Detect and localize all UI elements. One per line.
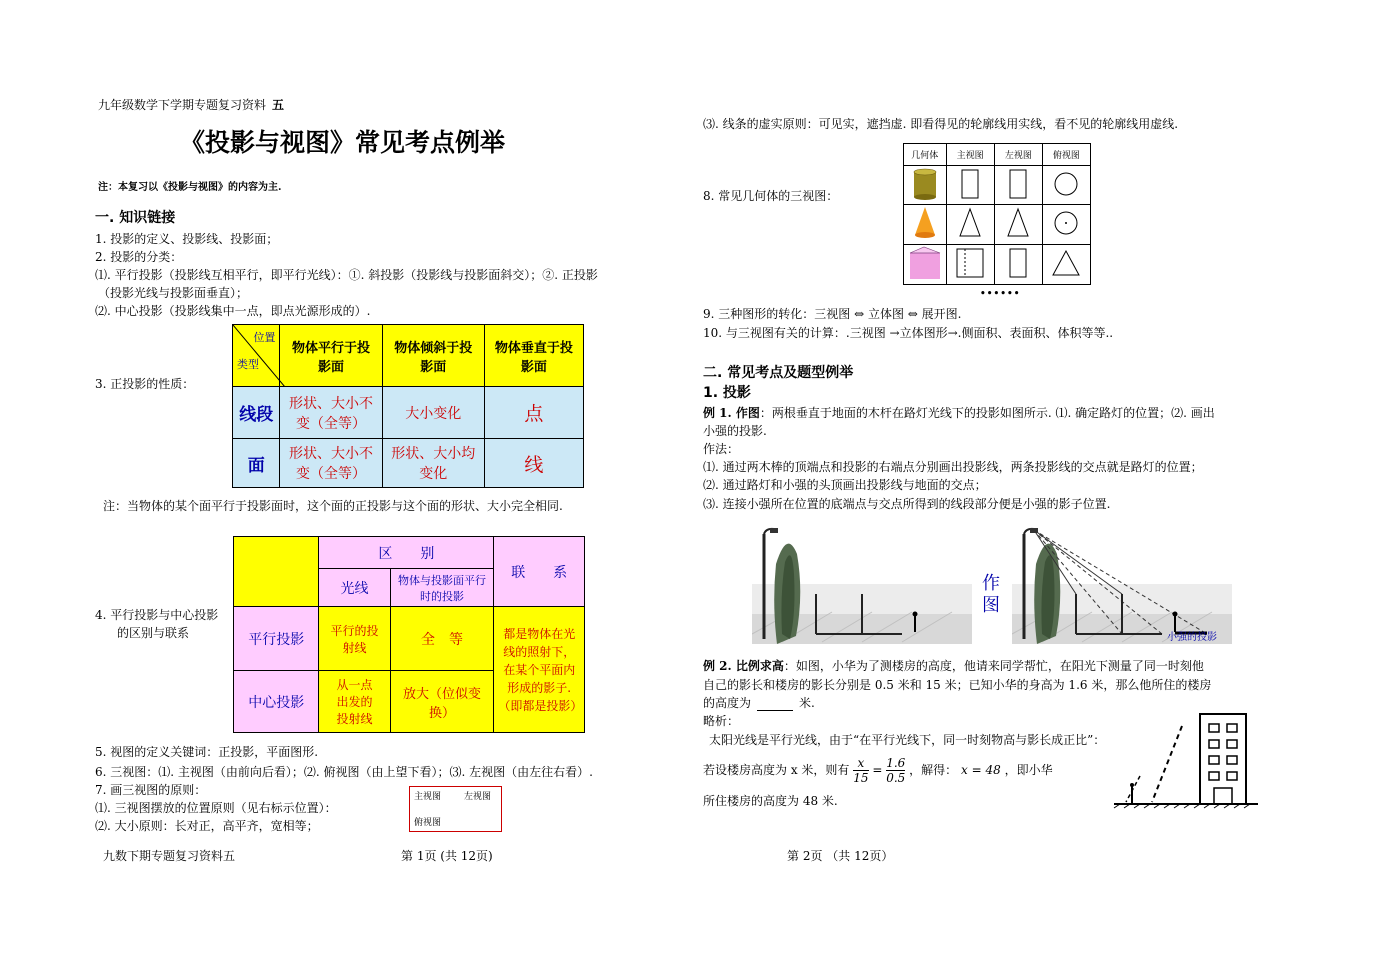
footer-left: 九数下期专题复习资料五 bbox=[103, 849, 236, 863]
table-cell: 形状、大小均变化 bbox=[382, 439, 484, 488]
note-2: 注：当物体的某个面平行于投影面时，这个面的正投影与这个面的形状、大小完全相同. bbox=[103, 499, 563, 513]
top-view-label: 俯视图 bbox=[414, 818, 442, 828]
text-line: 2. 投影的分类： bbox=[95, 250, 183, 264]
zuotu-label: 作图 bbox=[982, 573, 1000, 616]
section-heading-2: 二. 常见考点及题型例举 bbox=[703, 365, 854, 381]
cone-cell bbox=[904, 205, 947, 245]
triangle-icon bbox=[1003, 206, 1033, 240]
dashed-rectangle-icon bbox=[953, 246, 987, 280]
table-cell: 大小变化 bbox=[382, 387, 484, 439]
table-header: 主视图 bbox=[946, 144, 994, 166]
text-line: 10. 与三视图有关的计算：.三视图 →立体图形→.侧面积、表面积、体积等等.. bbox=[703, 326, 1114, 340]
corner-top-label: 位置 bbox=[253, 331, 276, 344]
prism-cell bbox=[904, 245, 947, 285]
cylinder-cell bbox=[904, 166, 947, 205]
answer-blank bbox=[757, 698, 793, 711]
ellipsis: •••••• bbox=[980, 289, 1021, 299]
proportion-equation: 若设楼房高度为 x 米，则有 $\frac{x}{15}$ = $\frac{1.6}{0.5}$ ，解得： x = 48 ，即小华 bbox=[703, 756, 1053, 785]
text-line: 作法： bbox=[703, 442, 740, 456]
text-line: ⑵. 中心投影（投影线集中一点，即点光源形成的）. bbox=[95, 304, 371, 318]
example-2: 例 2. 比例求高：如图，小华为了测楼房的高度，他请来同学帮忙，在阳光下测量了同一时刻他 bbox=[703, 659, 1204, 673]
text-line: 略析： bbox=[703, 714, 740, 728]
table-cell: 从一点出发的投射线 bbox=[319, 671, 390, 733]
projection-compare-table bbox=[233, 536, 585, 733]
fraction: $\frac{x}{15}$ bbox=[853, 756, 869, 785]
solids-views-table bbox=[903, 143, 1091, 285]
page-header: 九年级数学下学期专题复习资料 五 bbox=[98, 98, 285, 112]
streetlamp-figure bbox=[752, 524, 972, 644]
streetlamp-solution-figure bbox=[1012, 524, 1232, 644]
text-line: 8. 常见几何体的三视图： bbox=[703, 189, 839, 203]
circle-dot-icon bbox=[1051, 206, 1081, 240]
table-header: 联 系 bbox=[494, 537, 585, 607]
table-header: 几何体 bbox=[904, 144, 947, 166]
text-line: 7. 画三视图的原则： bbox=[95, 783, 207, 797]
subsection-heading: 1. 投影 bbox=[703, 385, 751, 401]
triangle-icon bbox=[1050, 246, 1082, 280]
table-cell: 线 bbox=[484, 439, 583, 488]
table-header: 物体与投影面平行时的投影 bbox=[390, 569, 494, 607]
table-cell: 全 等 bbox=[390, 607, 494, 671]
text-line: ⑶. 连接小强所在位置的底端点与交点所得到的线段部分便是小强的影子位置. bbox=[703, 497, 1111, 511]
projection-property-table bbox=[232, 324, 584, 488]
fraction: $\frac{1.6}{0.5}$ bbox=[886, 756, 906, 785]
table-header: 光线 bbox=[319, 569, 390, 607]
rectangle-icon bbox=[1006, 168, 1030, 200]
table-cell: 形状、大小不变（全等） bbox=[280, 439, 382, 488]
table-corner-cell bbox=[233, 325, 280, 387]
table-corner-cell bbox=[234, 537, 319, 607]
text-line: 1. 投影的定义、投影线、投影面； bbox=[95, 232, 279, 246]
text-line: ⑴. 通过两木棒的顶端点和投影的右端点分别画出投影线，两条投影线的交点就是路灯的位置； bbox=[703, 460, 1203, 474]
text-line: 9. 三种图形的转化：三视图 ⇔ 立体图 ⇔ 展开图. bbox=[703, 307, 962, 321]
table-row-label: 中心投影 bbox=[234, 671, 319, 733]
table-header: 区 别 bbox=[319, 537, 494, 569]
text-line: 6. 三视图：⑴. 主视图（由前向后看）；⑵. 俯视图（由上望下看）；⑶. 左视图（由左往右看）. bbox=[95, 765, 593, 779]
main-view-label: 主视图 bbox=[414, 792, 442, 802]
text-line: 的区别与联系 bbox=[117, 626, 190, 640]
table-cell: 平行的投射线 bbox=[319, 607, 390, 671]
text-line: ⑵. 大小原则：长对正，高平齐，宽相等； bbox=[95, 819, 319, 833]
triangle-icon bbox=[955, 206, 985, 240]
text-line: 5. 视图的定义关键词：正投影，平面图形. bbox=[95, 745, 319, 759]
section-heading-1: 一. 知识链接 bbox=[95, 210, 176, 226]
text-line: 自己的影长和楼房的影长分别是 0.5 米和 15 米；已知小华的身高为 1.6 米，那么他所住的楼房 bbox=[703, 678, 1212, 692]
building-figure bbox=[1112, 708, 1260, 812]
shadow-label: 小强的投影 bbox=[1167, 632, 1217, 643]
table-row-label: 面 bbox=[233, 439, 280, 488]
table-cell: 放大（位似变换） bbox=[390, 671, 494, 733]
table-cell: 都是物体在光线的照射下，在某个平面内形成的影子.（即都是投影） bbox=[494, 607, 585, 733]
text-line: 的高度为 米. bbox=[703, 696, 815, 710]
cylinder-icon bbox=[912, 167, 938, 201]
circle-icon bbox=[1051, 168, 1081, 200]
text-line: ⑵. 通过路灯和小强的头顶画出投影线与地面的交点； bbox=[703, 478, 987, 492]
text-line: 3. 正投影的性质： bbox=[95, 377, 195, 391]
view-layout-box bbox=[409, 786, 502, 832]
note: 注：本复习以《投影与视图》的内容为主. bbox=[98, 182, 282, 193]
footer-page-2: 第 2页 （共 12页） bbox=[787, 849, 894, 863]
left-view-label: 左视图 bbox=[464, 792, 492, 802]
text-line: ⑶. 线条的虚实原则：可见实，遮挡虚. 即看得见的轮廓线用实线，看不见的轮廓线用虚线. bbox=[703, 117, 1179, 131]
text-line: （投影光线与投影面垂直）； bbox=[98, 286, 249, 300]
footer-page-1: 第 1页 (共 12页) bbox=[401, 849, 493, 863]
table-cell: 点 bbox=[484, 387, 583, 439]
table-cell: 形状、大小不变（全等） bbox=[280, 387, 382, 439]
text-line: 小强的投影. bbox=[703, 424, 767, 438]
corner-bottom-label: 类型 bbox=[237, 358, 259, 371]
prism-icon bbox=[908, 245, 942, 281]
text-line: ⑴. 三视图摆放的位置原则（见右标示位置）： bbox=[95, 801, 337, 815]
rectangle-icon bbox=[1003, 246, 1033, 280]
rectangle-icon bbox=[958, 168, 982, 200]
table-header: 左视图 bbox=[994, 144, 1042, 166]
table-header: 俯视图 bbox=[1042, 144, 1090, 166]
cone-icon bbox=[912, 205, 938, 241]
text-line: ⑴. 平行投影（投影线互相平行，即平行光线）：①. 斜投影（投影线与投影面斜交）；②. 正投影 bbox=[95, 268, 598, 282]
text-line: 所住楼房的高度为 48 米. bbox=[703, 794, 838, 808]
table-header: 物体垂直于投影面 bbox=[484, 325, 583, 387]
table-row-label: 平行投影 bbox=[234, 607, 319, 671]
table-header: 物体平行于投影面 bbox=[280, 325, 382, 387]
table-header: 物体倾斜于投影面 bbox=[382, 325, 484, 387]
text-line: 4. 平行投影与中心投影 bbox=[95, 608, 219, 622]
page-title: 《投影与视图》常见考点例举 bbox=[180, 128, 506, 157]
example-1: 例 1. 作图：两根垂直于地面的木杆在路灯光线下的投影如图所示. ⑴. 确定路灯的位置；⑵. 画出 bbox=[703, 406, 1215, 420]
text-line: 太阳光线是平行光线，由于“在平行光线下，同一时刻物高与影长成正比”： bbox=[709, 733, 1106, 747]
table-row-label: 线段 bbox=[233, 387, 280, 439]
